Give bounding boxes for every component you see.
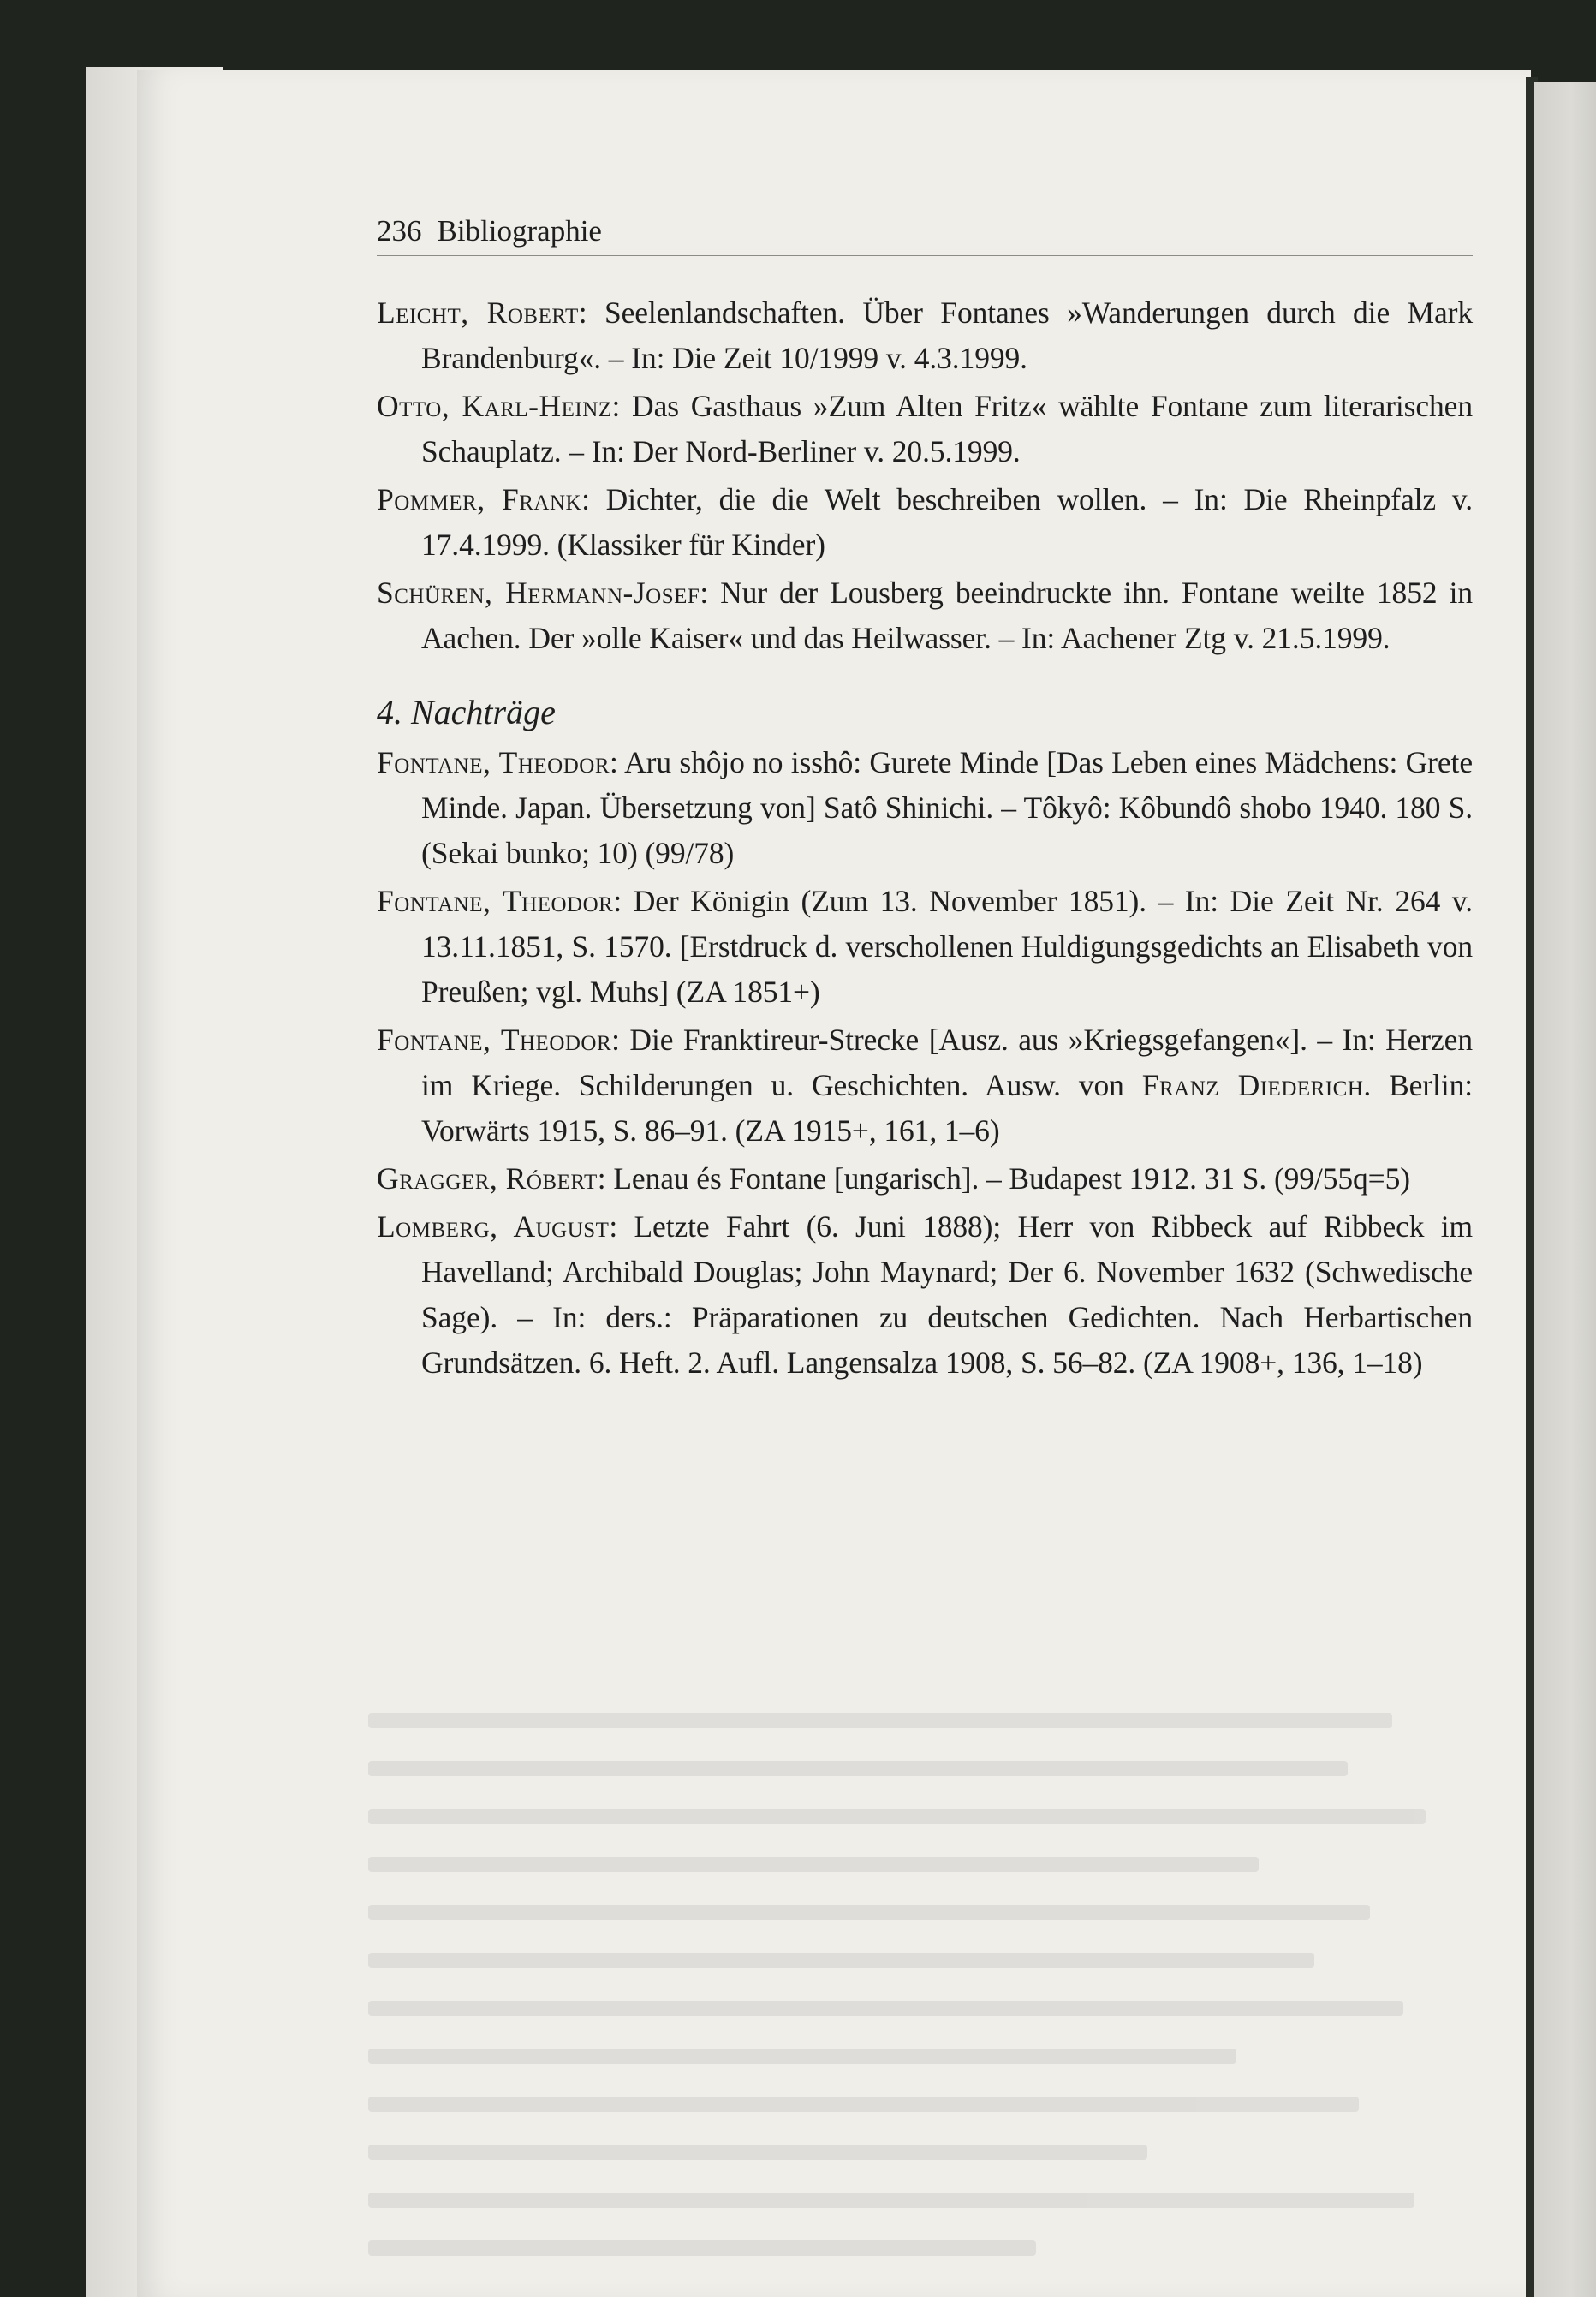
running-header bbox=[377, 214, 1473, 256]
bib-entry bbox=[377, 1204, 1473, 1386]
entry-author: Otto, Karl-Heinz bbox=[377, 389, 612, 423]
running-title: Bibliographie bbox=[437, 214, 602, 248]
bib-entry bbox=[377, 1156, 1473, 1202]
entry-author: Fontane, Theodor bbox=[377, 884, 614, 918]
entry-author: Fontane, Theodor bbox=[377, 1023, 612, 1057]
entry-text: : Der Königin (Zum 13. November 1851). – In: Die Zeit Nr. 264 v. 13.11.1851, S. 1570. [Erstdruck d. verschollenen Huldigungsgedichts an Elisabeth von Preußen; vgl. Muhs] (ZA 1851+) bbox=[421, 884, 1473, 1009]
facing-page-edge bbox=[1534, 82, 1596, 2297]
bib-entry bbox=[377, 477, 1473, 568]
bib-entry bbox=[377, 740, 1473, 876]
entry-text: : Die Franktireur-Strecke [Ausz. aus »Kriegsgefangen«]. – In: Herzen im Kriege. Schilderungen u. Geschichten. Ausw. von bbox=[421, 1023, 1473, 1102]
section-heading: 4. Nachträge bbox=[377, 693, 556, 731]
entry-text: : Nur der Lousberg beeindruckte ihn. Fontane weilte 1852 in Aachen. Der »olle Kaiser« und das Heilwasser. – In: Aachener Ztg v. 21.5.1999. bbox=[421, 576, 1473, 655]
entry-text: : Lenau és Fontane [ungarisch]. – Budapest 1912. 31 S. (99/55q=5) bbox=[597, 1161, 1410, 1196]
bib-entry bbox=[377, 1017, 1473, 1154]
entry-author: Leicht, Robert bbox=[377, 295, 579, 330]
entry-author: Fontane, Theodor bbox=[377, 745, 610, 779]
entry-text: : Letzte Fahrt (6. Juni 1888); Herr von Ribbeck auf Ribbeck im Havelland; Archibald Douglas; John Maynard; Der 6. November 1632 (Schwedische Sage). – In: ders.: Präparationen zu deutschen Gedichten. Nach Herbartischen Grundsätzen. 6. Heft. 2. Aufl. Langensalza 1908, S. 56–82. (ZA 1908+, 136, 1–18) bbox=[421, 1209, 1473, 1380]
bib-entry bbox=[377, 384, 1473, 474]
entry-author: Gragger, Róbert bbox=[377, 1161, 598, 1196]
page-number: 236 bbox=[377, 214, 422, 248]
page-text-block bbox=[377, 214, 1473, 1388]
entry-text: : Aru shôjo no isshô: Gurete Minde [Das Leben eines Mädchens: Grete Minde. Japan. Übersetzung von] Satô Shinichi. – Tôkyô: Kôbundô shobo 1940. 180 S. (Sekai bunko; 10) (99/78) bbox=[421, 745, 1473, 870]
bib-entry bbox=[377, 290, 1473, 381]
entry-author: Lomberg, August bbox=[377, 1209, 610, 1244]
entry-text: : Seelenlandschaften. Über Fontanes »Wanderungen durch die Mark Brandenburg«. – In: Die Zeit 10/1999 v. 4.3.1999. bbox=[421, 295, 1473, 375]
entry-text: : Dichter, die die Welt beschreiben wollen. – In: Die Rheinpfalz v. 17.4.1999. (Klassiker für Kinder) bbox=[421, 482, 1473, 562]
entry-text: : Das Gasthaus »Zum Alten Fritz« wählte Fontane zum literarischen Schauplatz. – In: Der Nord-Berliner v. 20.5.1999. bbox=[421, 389, 1473, 468]
entry-text: . Berlin: Vorwärts 1915, S. 86–91. (ZA 1915+, 161, 1–6) bbox=[421, 1068, 1473, 1148]
bib-entry bbox=[377, 879, 1473, 1015]
entry-editor: Franz Diederich bbox=[1141, 1068, 1364, 1102]
entry-author: Pommer, Frank bbox=[377, 482, 582, 516]
bib-entry bbox=[377, 570, 1473, 661]
entry-author: Schüren, Hermann-Josef bbox=[377, 576, 700, 610]
show-through-text bbox=[368, 1713, 1481, 2297]
